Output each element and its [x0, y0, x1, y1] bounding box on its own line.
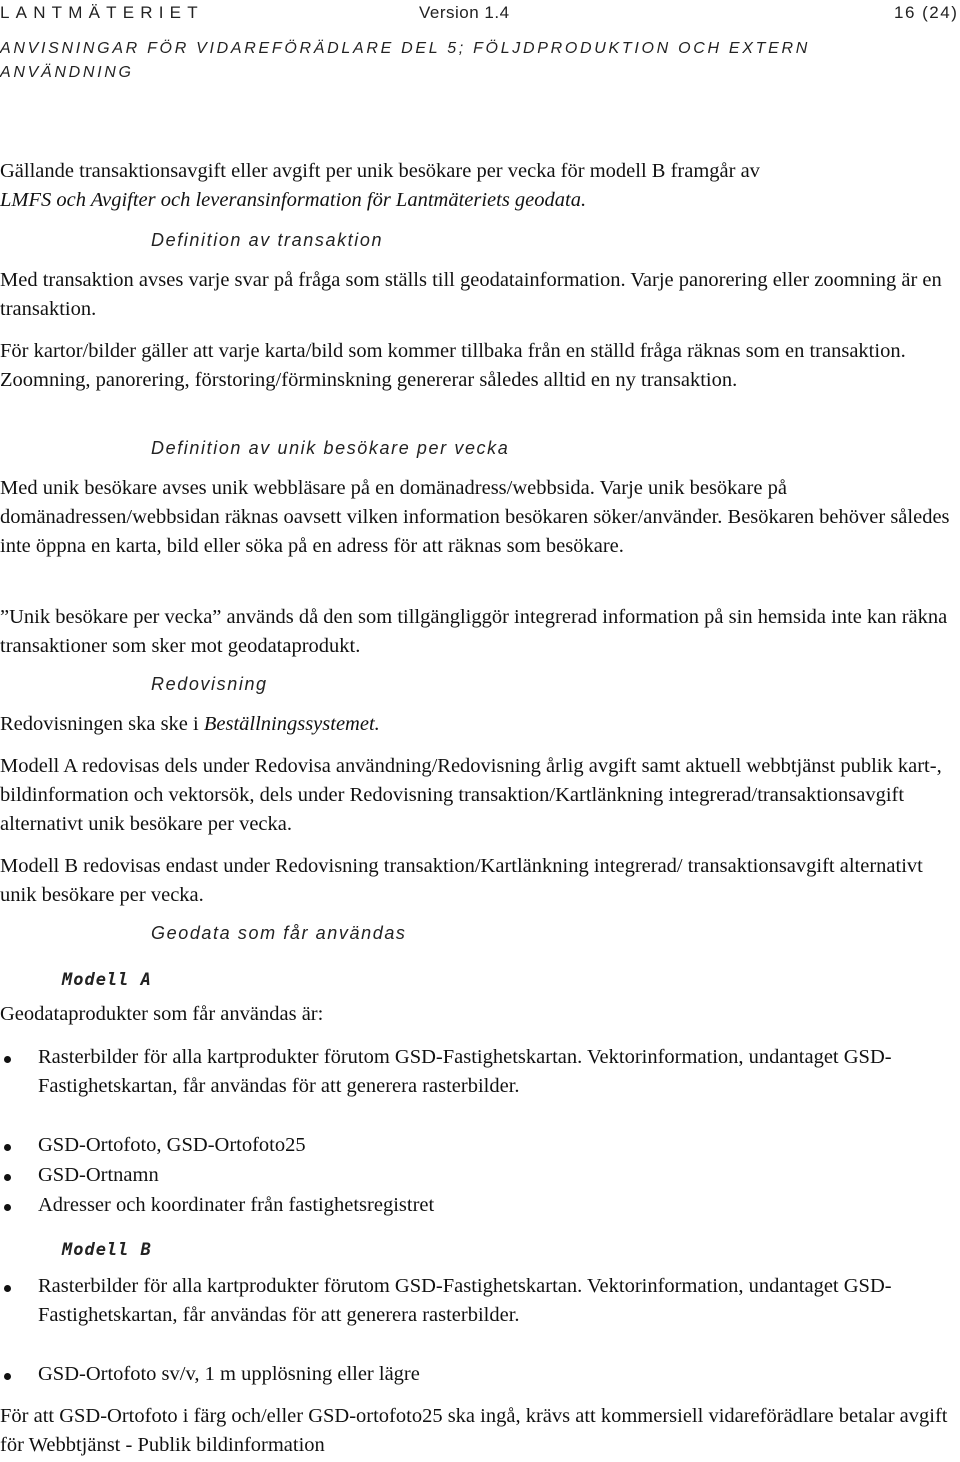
bullet-icon: [4, 1204, 11, 1211]
reporting-paragraph-3: Modell B redovisas endast under Redovisning transaktion/Kartlänkning integrerad/ transaktionsavgift alternativt unik besökare per vecka.: [0, 855, 923, 906]
closing-paragraph: För att GSD-Ortofoto i färg och/eller GSD-ortofoto25 ska ingå, krävs att kommersiell vidareförädlare betalar avgift för Webbtjänst - Publik bildinformation: [0, 1405, 948, 1456]
bullet-icon: [4, 1174, 11, 1181]
heading-definition-transaction: Definition av transaktion: [151, 230, 384, 250]
reporting-paragraph-2: Modell A redovisas dels under Redovisa användning/Redovisning årlig avgift samt aktuell webbtjänst publik kart-, bildinformation och vektorsök, dels under Redovisning transaktion/Kartlänkning integrerad/transaktionsavgift alternativt unik besökare per vecka.: [0, 755, 942, 835]
bullet-icon: [4, 1285, 11, 1292]
reporting-system: Beställningssystemet.: [203, 713, 380, 735]
reporting-text: Redovisningen ska ske i: [0, 713, 204, 735]
header-organization: LANTMÄTERIET: [0, 3, 204, 22]
visitor-paragraph-2: ”Unik besökare per vecka” används då den som tillgängliggör integrerad information på sin hemsida inte kan räkna transaktioner som sker mot geodataprodukt.: [0, 606, 948, 657]
bullet-icon: [4, 1144, 11, 1151]
intro-line-2: [0, 186, 960, 215]
intro-line-1: Gällande transaktionsavgift eller avgift per unik besökare per vecka för modell B framgår av: [0, 160, 760, 182]
model-b-heading: Modell B: [62, 1240, 152, 1260]
heading-geodata-allowed: Geodata som får användas: [151, 923, 407, 943]
document-page: LANTMÄTERIET Version 1.4 16 (24) ANVISNINGAR FÖR VIDAREFÖRÄDLARE DEL 5; FÖLJDPRODUKTION OCH EXTERN ANVÄNDNING Gällande transaktionsavgift eller avgift per unik besökare per vecka för modell B framgår av LMFS och Avgifter och leveransinformation för Lantmäteriets geodata. Definition av transaktion Med transaktion avses varje svar på fråga som ställs till geodatainformation. Varje panorering eller zoomning är en transaktion. För kartor/bilder gäller att varje karta/bild som kommer tillbaka från en ställd fråga räknas som en transaktion. Zoomning, panorering, förstoring/förminskning genererar således alltid en ny transaktion. Definition av unik besökare per vecka Med unik besökare avses unik webbläsare på en domänadress/webbsida. Varje unik besökare på domänadressen/webbsidan räknas oavsett vilken information besökaren söker/använder. Besökaren behöver således inte öppna en karta, bild eller söka på en adress för att räknas som besökare. ”Unik besökare per vecka” används då den som tillgängliggör integrerad information på sin hemsida inte kan räkna transaktioner som sker mot geodataprodukt. Redovisning Redovisningen ska ske i Beställningssystemet. Modell A redovisas dels under Redovisa användning/Redovisning årlig avgift samt aktuell webbtjänst publik kart-, bildinformation och vektorsök, dels under Redovisning transaktion/Kartlänkning integrerad/transaktionsavgift alternativt unik besökare per vecka. Modell B redovisas endast under Redovisning transaktion/Kartlänkning integrerad/ transaktionsavgift alternativt unik besökare per vecka. Geodata som får användas Modell A Geodataprodukter som får användas är: Rasterbilder för alla kartprodukter förutom GSD-Fastighetskartan. Vektorinformation, undantaget GSD-Fastighetskartan, får användas för att generera rasterbilder. GSD-Ortofoto, GSD-Ortofoto25 GSD-Ortnamn Adresser och koordinater från fastighetsregistret Modell B Rasterbilder för alla kartprodukter förutom GSD-Fastighetskartan. Vektorinformation, undantaget GSD-Fastighetskartan, får användas för att generera rasterbilder. GSD-Ortofoto sv/v, 1 m upplösning eller lägre För att GSD-Ortofoto i färg och/eller GSD-ortofoto25 ska ingå, krävs att kommersiell vidareförädlare betalar avgift för Webbtjänst - Publik bildinformation: [0, 0, 960, 1462]
transaction-paragraph-1: Med transaktion avses varje svar på fråga som ställs till geodatainformation. Varje panorering eller zoomning är en transaktion.: [0, 269, 942, 320]
heading-definition-unique-visitor: Definition av unik besökare per vecka: [151, 438, 510, 458]
bullet-icon: [4, 1373, 11, 1380]
model-a-intro: Geodataprodukter som får användas är:: [0, 1003, 324, 1025]
header-subtitle-line1: ANVISNINGAR FÖR VIDAREFÖRÄDLARE DEL 5; FÖLJDPRODUKTION OCH EXTERN: [0, 40, 810, 57]
reporting-paragraph-1: [0, 710, 960, 739]
header-page-number: 16 (24): [894, 3, 959, 22]
model-a-heading: Modell A: [62, 970, 152, 990]
intro-reference: LMFS och Avgifter och leveransinformation för Lantmäteriets geodata.: [0, 189, 587, 211]
transaction-paragraph-2: För kartor/bilder gäller att varje karta/bild som kommer tillbaka från en ställd fråga räknas som en transaktion. Zoomning, panorering, förstoring/förminskning genererar således alltid en ny transaktion.: [0, 340, 906, 391]
bullet-icon: [4, 1056, 11, 1063]
header-subtitle-line2: ANVÄNDNING: [0, 64, 134, 81]
header-version: Version 1.4: [419, 3, 510, 22]
visitor-paragraph-1: Med unik besökare avses unik webbläsare på en domänadress/webbsida. Varje unik besökare på domänadressen/webbsidan räknas oavsett vilken information besökaren söker/använder. Besökaren behöver således inte öppna en karta, bild eller söka på en adress för att räknas som besökare.: [0, 477, 950, 557]
heading-reporting: Redovisning: [151, 674, 268, 694]
